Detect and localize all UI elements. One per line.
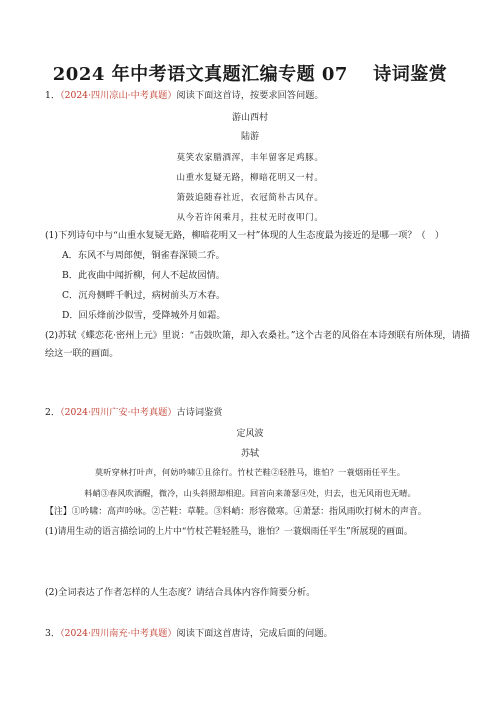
poem-title: 定风波 xyxy=(236,429,264,439)
poem-author: 陆游 xyxy=(240,132,259,142)
question-source: （2024·四川南充·中考真题） xyxy=(60,628,177,639)
poem-title: 游山西村 xyxy=(231,113,268,123)
annotation-note: 【注】①吟啸：高声吟咏。②芒鞋：草鞋。③料峭：形容微寒。④萧瑟：指风雨吹打树木的声音。 xyxy=(45,507,427,517)
question-3-header xyxy=(45,627,333,640)
poem-line: 莫听穿林打叶声，何妨吟啸①且徐行。竹杖芒鞋②轻胜马，谁怕？一蓑烟雨任平生。 xyxy=(94,467,406,477)
sub-question-1: (1)下列诗句中与“山重水复疑无路，柳暗花明又一村”体现的人生态度最为接近的是哪一项？（ ） xyxy=(45,230,445,241)
option-d: D．回乐烽前沙似雪，受降城外月如霜。 xyxy=(62,310,226,321)
question-instruction: 阅读下面这首诗，按要求回答问题。 xyxy=(176,90,324,101)
option-c: C．沉舟侧畔千帆过，病树前头万木春。 xyxy=(62,290,226,301)
sub-question-2-cont: 绘这一联的画面。 xyxy=(45,348,119,359)
question-1-header xyxy=(45,89,324,102)
sub-question-1: (1)请用生动的语言描绘词的上片中“竹杖芒鞋轻胜马，谁怕？一蓑烟雨任平生”所展现的画面。 xyxy=(45,527,413,537)
page-title: 2024 年中考语文真题汇编专题 07 诗词鉴赏 xyxy=(52,64,448,85)
poem-line: 料峭③春风吹酒醒，微冷，山头斜照却相迎。回首向来萧瑟④处，归去，也无风雨也无晴。 xyxy=(84,488,416,498)
poem-author: 苏轼 xyxy=(240,449,259,459)
question-source: （2024·四川凉山·中考真题） xyxy=(60,90,177,101)
option-b: B．此夜曲中闻折柳，何人不起故园情。 xyxy=(62,270,225,281)
poem-line: 箫鼓追随春社近，衣冠简朴古风存。 xyxy=(176,193,324,203)
question-number: 3． xyxy=(45,628,61,639)
question-2-header xyxy=(45,406,222,419)
poem-line: 山重水复疑无路，柳暗花明又一村。 xyxy=(176,173,324,183)
question-number: 1． xyxy=(45,90,61,101)
sub-question-2: (2)全词表达了作者怎样的人生态度？请结合具体内容作简要分析。 xyxy=(45,587,316,598)
question-instruction: 阅读下面这首唐诗，完成后面的问题。 xyxy=(176,628,333,639)
option-a: A．东风不与周郎便，铜雀春深锁二乔。 xyxy=(62,250,225,261)
question-number: 2． xyxy=(45,407,61,418)
question-source: （2024·四川广安·中考真题） xyxy=(60,407,177,418)
question-instruction: 古诗词鉴赏 xyxy=(176,407,223,418)
poem-line: 莫笑农家腊酒浑，丰年留客足鸡豚。 xyxy=(176,153,324,163)
sub-question-2: (2)苏轼《蝶恋花·密州上元》里说：“击鼓吹箫，却入农桑社。”这个古老的风俗在本诗颈联有所体现，请描 xyxy=(45,330,470,341)
poem-line: 从今若许闲乘月，拄杖无时夜叩门。 xyxy=(176,213,324,223)
